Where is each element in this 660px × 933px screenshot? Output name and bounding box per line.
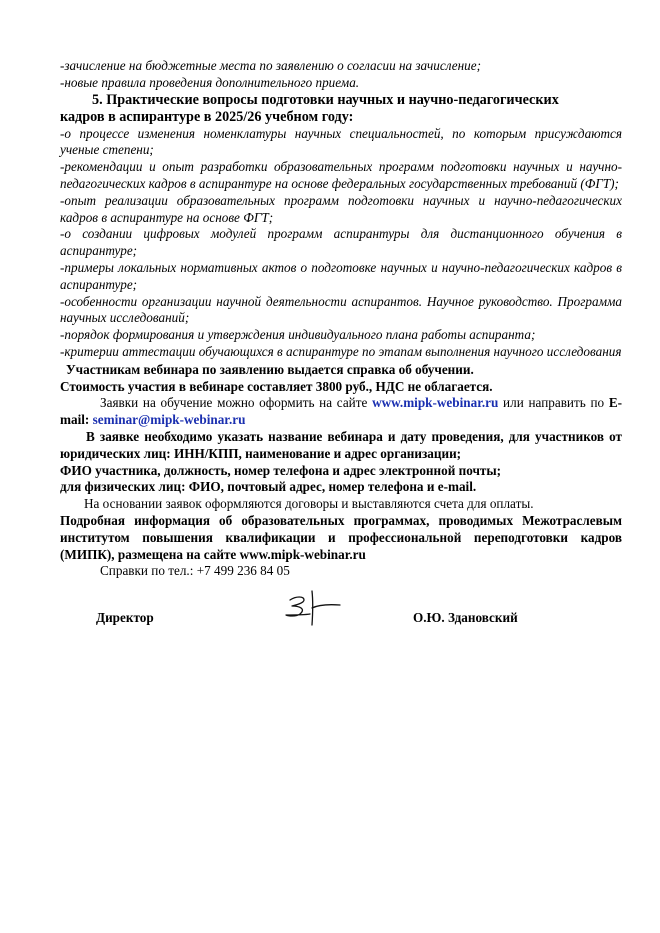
section-item: -опыт реализации образовательных программ подготовки научных и научно-педагогических кадров в аспирантуре на основе ФГТ; (60, 192, 622, 225)
apply-or: или направить по (498, 395, 609, 411)
section-item: -порядок формирования и утверждения индивидуального плана работы аспиранта; (60, 327, 536, 343)
cost-line (60, 379, 622, 396)
section-heading (60, 92, 622, 126)
phone-number: +7 499 236 84 05 (196, 563, 290, 579)
director-title: Директор (96, 610, 154, 626)
cost-amount: 3800 (315, 378, 343, 394)
cost-suffix: руб., НДС не облагается. (342, 378, 493, 394)
section-heading-line1: 5. Практические вопросы подготовки научных и научно-педагогических (92, 91, 559, 108)
phone-label: Справки по тел.: (100, 563, 197, 579)
section-item: -рекомендации и опыт разработки образовательных программ подготовки научных и научно-педагогических кадров в аспирантуре на основе федеральных государственных требований (ФГТ); (60, 159, 622, 191)
email-link[interactable]: seminar@mipk-webinar.ru (92, 412, 246, 428)
signature-block (60, 588, 622, 634)
section-item: -критерии аттестации обучающихся в аспирантуре по этапам выполнения научного исследования (60, 343, 622, 359)
info-paragraph: Подробная информация об образовательных программах, проводимых Межотраслевым институтом повышения квалификации и профессиональной переподготовки кадров (МИПК), размещена на сайте www.mipk-webinar.ru (60, 512, 622, 562)
apply-paragraph (60, 395, 622, 429)
section-heading-line2: кадров в аспирантуре в 2025/26 учебном году: (60, 108, 354, 125)
section-item: -особенности организации научной деятельности аспирантов. Научное руководство. Программа научных исследований; (60, 293, 622, 326)
email-label: E-mail: (60, 395, 623, 428)
contracts-note: На основании заявок оформляются договоры и выставляются счета для оплаты. (84, 496, 534, 512)
handwritten-signature (282, 588, 352, 630)
cost-prefix: Стоимость участия в вебинаре составляет (60, 378, 316, 394)
director-name: О.Ю. Здановский (413, 610, 518, 626)
document-page (60, 58, 622, 634)
section-item: -примеры локальных нормативных актов о подготовке научных и научно-педагогических кадров в аспирантуре; (60, 259, 622, 292)
website-link[interactable]: www.mipk-webinar.ru (372, 395, 499, 411)
section-item: -о создании цифровых модулей программ аспирантуры для дистанционного обучения в аспирантуре; (60, 226, 622, 259)
requirements-line: ФИО участника, должность, номер телефона и адрес электронной почты; (60, 462, 502, 478)
intro-item: -новые правила проведения дополнительного приема. (60, 74, 360, 90)
requirements-line: для физических лиц: ФИО, почтовый адрес, номер телефона и e-mail. (60, 479, 477, 495)
apply-text: Заявки на обучение можно оформить на сайте (100, 395, 373, 411)
section-item: -о процессе изменения номенклатуры научных специальностей, по которым присуждаются ученые степени; (60, 125, 622, 158)
intro-item: -зачисление на бюджетные места по заявлению о согласии на зачисление; (60, 58, 482, 73)
phone-line (60, 563, 622, 580)
requirements-line: В заявке необходимо указать название вебинара и дату проведения, для участников от юридических лиц: ИНН/КПП, наименование и адрес организации; (60, 428, 622, 461)
certificate-note: Участникам вебинара по заявлению выдается справка об обучении. (66, 361, 474, 377)
